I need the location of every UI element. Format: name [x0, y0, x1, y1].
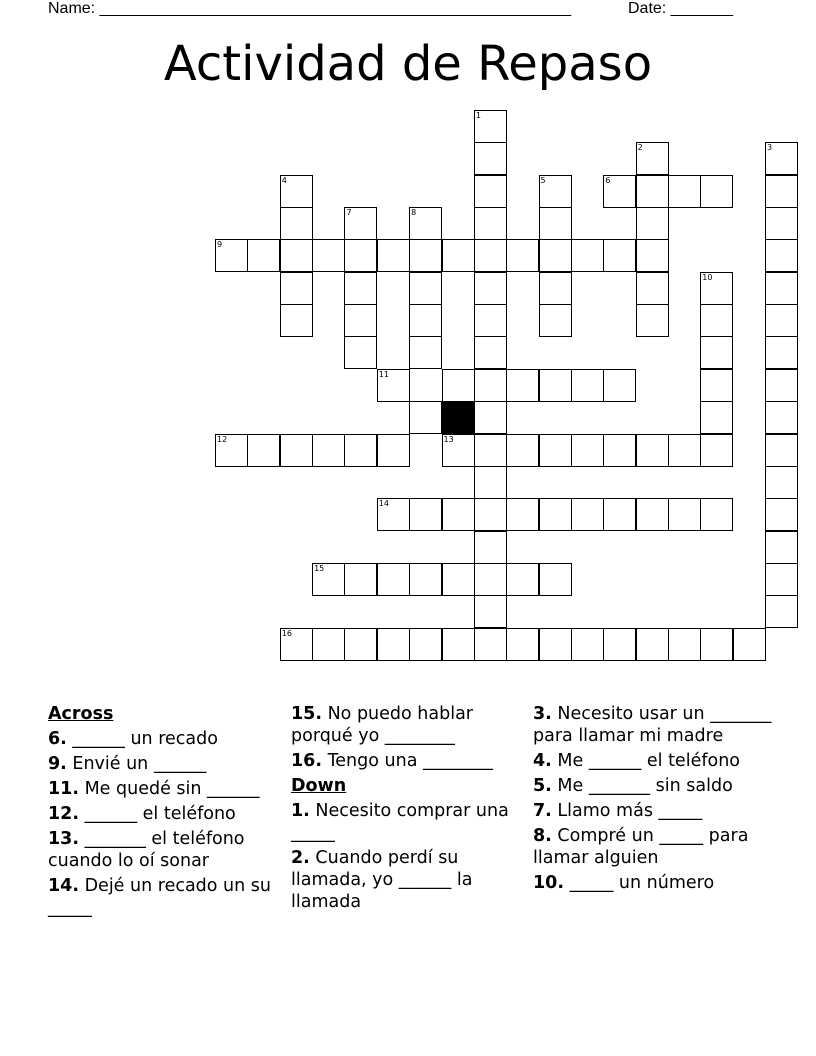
clue-number-label: 10 — [702, 272, 713, 282]
clue-number-label: 14 — [378, 499, 389, 509]
clue-number: 10. — [533, 873, 565, 893]
grid-cell[interactable] — [409, 239, 442, 272]
grid-cell[interactable] — [700, 304, 733, 337]
grid-cell[interactable] — [409, 336, 442, 369]
clue-text: No puedo hablar porqué yo ________ — [291, 704, 473, 746]
clue-text: Necesito comprar una _____ — [291, 801, 509, 843]
clue-number-label: 2 — [637, 143, 643, 153]
clue-number: 11. — [48, 779, 80, 799]
clues-column-2 — [291, 703, 523, 916]
grid-cell[interactable] — [474, 336, 507, 369]
clue-number: 8. — [533, 826, 552, 846]
grid-cell[interactable] — [700, 401, 733, 434]
grid-cell[interactable] — [765, 239, 798, 272]
clue-number: 13. — [48, 829, 80, 849]
grid-cell[interactable] — [636, 207, 669, 240]
clue-number: 12. — [48, 804, 80, 824]
grid-cell[interactable] — [539, 434, 572, 467]
clue-number-label: 3 — [767, 143, 773, 153]
grid-cell[interactable] — [765, 401, 798, 434]
grid-cell[interactable] — [765, 369, 798, 402]
header — [48, 0, 748, 22]
grid-cell[interactable] — [409, 272, 442, 305]
clue-number: 14. — [48, 876, 80, 896]
grid-cell[interactable] — [506, 563, 539, 596]
grid-cell[interactable] — [700, 498, 733, 531]
grid-cell[interactable] — [442, 628, 475, 661]
down-heading: Down — [291, 776, 347, 796]
grid-cell[interactable] — [765, 207, 798, 240]
grid-cell[interactable] — [474, 175, 507, 208]
grid-cell[interactable] — [539, 207, 572, 240]
grid-cell[interactable] — [377, 434, 410, 467]
clue-number: 6. — [48, 729, 67, 749]
grid-cell[interactable] — [636, 498, 669, 531]
grid-cell[interactable] — [506, 369, 539, 402]
across-heading: Across — [48, 704, 114, 724]
clue-text: Me ______ el teléfono — [551, 751, 740, 771]
grid-cell[interactable] — [506, 628, 539, 661]
clue-text: Me _______ sin saldo — [551, 776, 733, 796]
blocked-cell — [442, 401, 475, 434]
grid-cell[interactable] — [765, 304, 798, 337]
grid-cell[interactable] — [571, 498, 604, 531]
grid-cell[interactable] — [765, 498, 798, 531]
clue-number-label: 13 — [443, 434, 454, 444]
grid-cell[interactable] — [474, 563, 507, 596]
clue-number: 1. — [291, 801, 310, 821]
clue-text: Me quedé sin ______ — [79, 779, 260, 799]
clue-number: 9. — [48, 754, 67, 774]
grid-cell[interactable] — [409, 401, 442, 434]
clue-number-label: 6 — [605, 175, 611, 185]
grid-cell[interactable] — [247, 434, 280, 467]
clue-number-label: 1 — [475, 111, 481, 120]
grid-cell[interactable] — [474, 466, 507, 499]
grid-cell[interactable] — [312, 434, 345, 467]
grid-cell[interactable] — [344, 304, 377, 337]
clue-item — [533, 800, 773, 822]
grid-cell[interactable] — [765, 563, 798, 596]
clue-item — [533, 703, 773, 747]
clue-item — [533, 872, 773, 894]
grid-cell[interactable] — [506, 239, 539, 272]
grid-cell[interactable] — [280, 272, 313, 305]
clue-item — [291, 750, 523, 772]
grid-cell[interactable] — [636, 304, 669, 337]
clue-item — [48, 753, 280, 775]
grid-cell[interactable] — [474, 595, 507, 628]
grid-cell[interactable] — [474, 239, 507, 272]
grid-cell[interactable] — [765, 466, 798, 499]
grid-cell[interactable] — [506, 498, 539, 531]
grid-cell[interactable] — [765, 434, 798, 467]
grid-cell[interactable] — [603, 369, 636, 402]
grid-cell[interactable] — [765, 175, 798, 208]
grid-cell[interactable] — [280, 207, 313, 240]
clue-text: Necesito usar un _______ para llamar mi madre — [533, 704, 772, 746]
grid-cell[interactable] — [474, 628, 507, 661]
clue-number-label: 4 — [281, 175, 287, 185]
clue-item — [291, 703, 523, 747]
grid-cell[interactable] — [603, 498, 636, 531]
clues-column-3 — [533, 703, 773, 897]
grid-cell[interactable] — [474, 369, 507, 402]
grid-cell[interactable] — [409, 628, 442, 661]
clue-item — [533, 750, 773, 772]
clue-item — [533, 775, 773, 797]
grid-cell[interactable] — [733, 628, 766, 661]
clues-column-1 — [48, 703, 280, 922]
clue-number: 2. — [291, 848, 310, 868]
clue-number-label: 8 — [411, 208, 417, 218]
across-clue-list-continued — [291, 703, 523, 772]
grid-cell[interactable] — [409, 304, 442, 337]
grid-cell[interactable] — [571, 239, 604, 272]
clue-number: 16. — [291, 751, 323, 771]
clue-number: 15. — [291, 704, 323, 724]
grid-cell[interactable] — [636, 628, 669, 661]
clue-number: 3. — [533, 704, 552, 724]
grid-cell[interactable] — [539, 272, 572, 305]
grid-cell[interactable] — [280, 434, 313, 467]
across-clue-list — [48, 728, 280, 919]
grid-cell[interactable] — [700, 369, 733, 402]
clue-text: Cuando perdí su llamada, yo ______ la llamada — [291, 848, 473, 912]
grid-cell[interactable] — [603, 628, 636, 661]
grid-cell[interactable] — [636, 272, 669, 305]
grid-cell[interactable] — [280, 239, 313, 272]
clue-text: ______ un recado — [66, 729, 218, 749]
grid-cell[interactable] — [700, 175, 733, 208]
grid-cell[interactable] — [344, 239, 377, 272]
clue-number: 5. — [533, 776, 552, 796]
clue-number-label: 9 — [217, 240, 223, 250]
clue-text: Envié un ______ — [66, 754, 207, 774]
grid-cell[interactable] — [442, 369, 475, 402]
grid-cell[interactable] — [344, 434, 377, 467]
grid-cell[interactable] — [474, 207, 507, 240]
clue-number: 7. — [533, 801, 552, 821]
clue-text: ______ el teléfono — [79, 804, 236, 824]
grid-cell[interactable] — [571, 369, 604, 402]
grid-cell[interactable] — [539, 369, 572, 402]
clue-number-label: 11 — [378, 369, 389, 379]
grid-cell[interactable] — [700, 336, 733, 369]
grid-cell[interactable] — [474, 272, 507, 305]
grid-cell[interactable] — [442, 563, 475, 596]
clue-text: Dejé un recado un su _____ — [48, 876, 272, 918]
clue-number-label: 16 — [281, 628, 292, 638]
clue-text: Compré un _____ para llamar alguien — [533, 826, 749, 868]
grid-cell[interactable] — [247, 239, 280, 272]
grid-cell[interactable] — [571, 628, 604, 661]
grid-cell[interactable] — [571, 434, 604, 467]
grid-cell[interactable] — [474, 531, 507, 564]
grid-cell[interactable] — [539, 239, 572, 272]
grid-cell[interactable] — [539, 563, 572, 596]
grid-cell[interactable] — [765, 272, 798, 305]
clue-text: Tengo una ________ — [322, 751, 493, 771]
clue-number-label: 7 — [346, 208, 352, 218]
grid-cell[interactable] — [474, 434, 507, 467]
grid-cell[interactable] — [344, 336, 377, 369]
grid-cell[interactable] — [474, 498, 507, 531]
grid-cell[interactable] — [409, 563, 442, 596]
grid-cell[interactable] — [377, 563, 410, 596]
grid-cell[interactable] — [603, 434, 636, 467]
clue-text: _____ un número — [564, 873, 715, 893]
page-title: Actividad de Repaso — [163, 36, 653, 92]
clue-number-label: 5 — [540, 175, 546, 185]
grid-cell[interactable] — [344, 563, 377, 596]
grid-cell[interactable] — [539, 498, 572, 531]
clue-item — [48, 875, 280, 919]
grid-cell[interactable] — [377, 239, 410, 272]
grid-cell[interactable] — [668, 175, 701, 208]
grid-cell[interactable] — [668, 628, 701, 661]
clue-text: Llamo más _____ — [551, 801, 703, 821]
grid-cell[interactable] — [344, 272, 377, 305]
grid-cell[interactable] — [312, 239, 345, 272]
grid-cell[interactable] — [344, 628, 377, 661]
grid-cell[interactable] — [700, 628, 733, 661]
grid-cell[interactable] — [668, 498, 701, 531]
grid-cell[interactable] — [280, 304, 313, 337]
grid-cell[interactable] — [312, 628, 345, 661]
grid-cell[interactable] — [765, 336, 798, 369]
clue-item — [48, 728, 280, 750]
grid-cell[interactable] — [474, 304, 507, 337]
down-clue-list-continued — [533, 703, 773, 894]
grid-cell[interactable] — [636, 175, 669, 208]
grid-cell[interactable] — [539, 628, 572, 661]
clue-text: _______ el teléfono cuando lo oí sonar — [48, 829, 245, 871]
clue-item — [533, 825, 773, 869]
down-clue-list — [291, 800, 523, 913]
date-label: Date: _______ — [628, 0, 733, 17]
grid-cell[interactable] — [506, 434, 539, 467]
grid-cell[interactable] — [700, 434, 733, 467]
clue-item — [291, 800, 523, 844]
clue-item — [291, 847, 523, 913]
clue-number-label: 15 — [314, 563, 325, 573]
grid-cell[interactable] — [636, 239, 669, 272]
name-label: Name: _____________________________________________________ — [48, 0, 572, 17]
grid-cell[interactable] — [442, 239, 475, 272]
grid-cell[interactable] — [539, 304, 572, 337]
clue-item — [48, 803, 280, 825]
clue-item — [48, 828, 280, 872]
grid-cell[interactable] — [474, 142, 507, 175]
grid-cell[interactable] — [409, 498, 442, 531]
clue-number-label: 12 — [217, 434, 228, 444]
clue-number: 4. — [533, 751, 552, 771]
grid-cell[interactable] — [603, 239, 636, 272]
grid-cell[interactable] — [668, 434, 701, 467]
grid-cell[interactable] — [442, 498, 475, 531]
grid-cell[interactable] — [765, 531, 798, 564]
grid-cell[interactable] — [636, 434, 669, 467]
grid-cell[interactable] — [377, 628, 410, 661]
clue-item — [48, 778, 280, 800]
grid-cell[interactable] — [474, 401, 507, 434]
grid-cell[interactable] — [765, 595, 798, 628]
